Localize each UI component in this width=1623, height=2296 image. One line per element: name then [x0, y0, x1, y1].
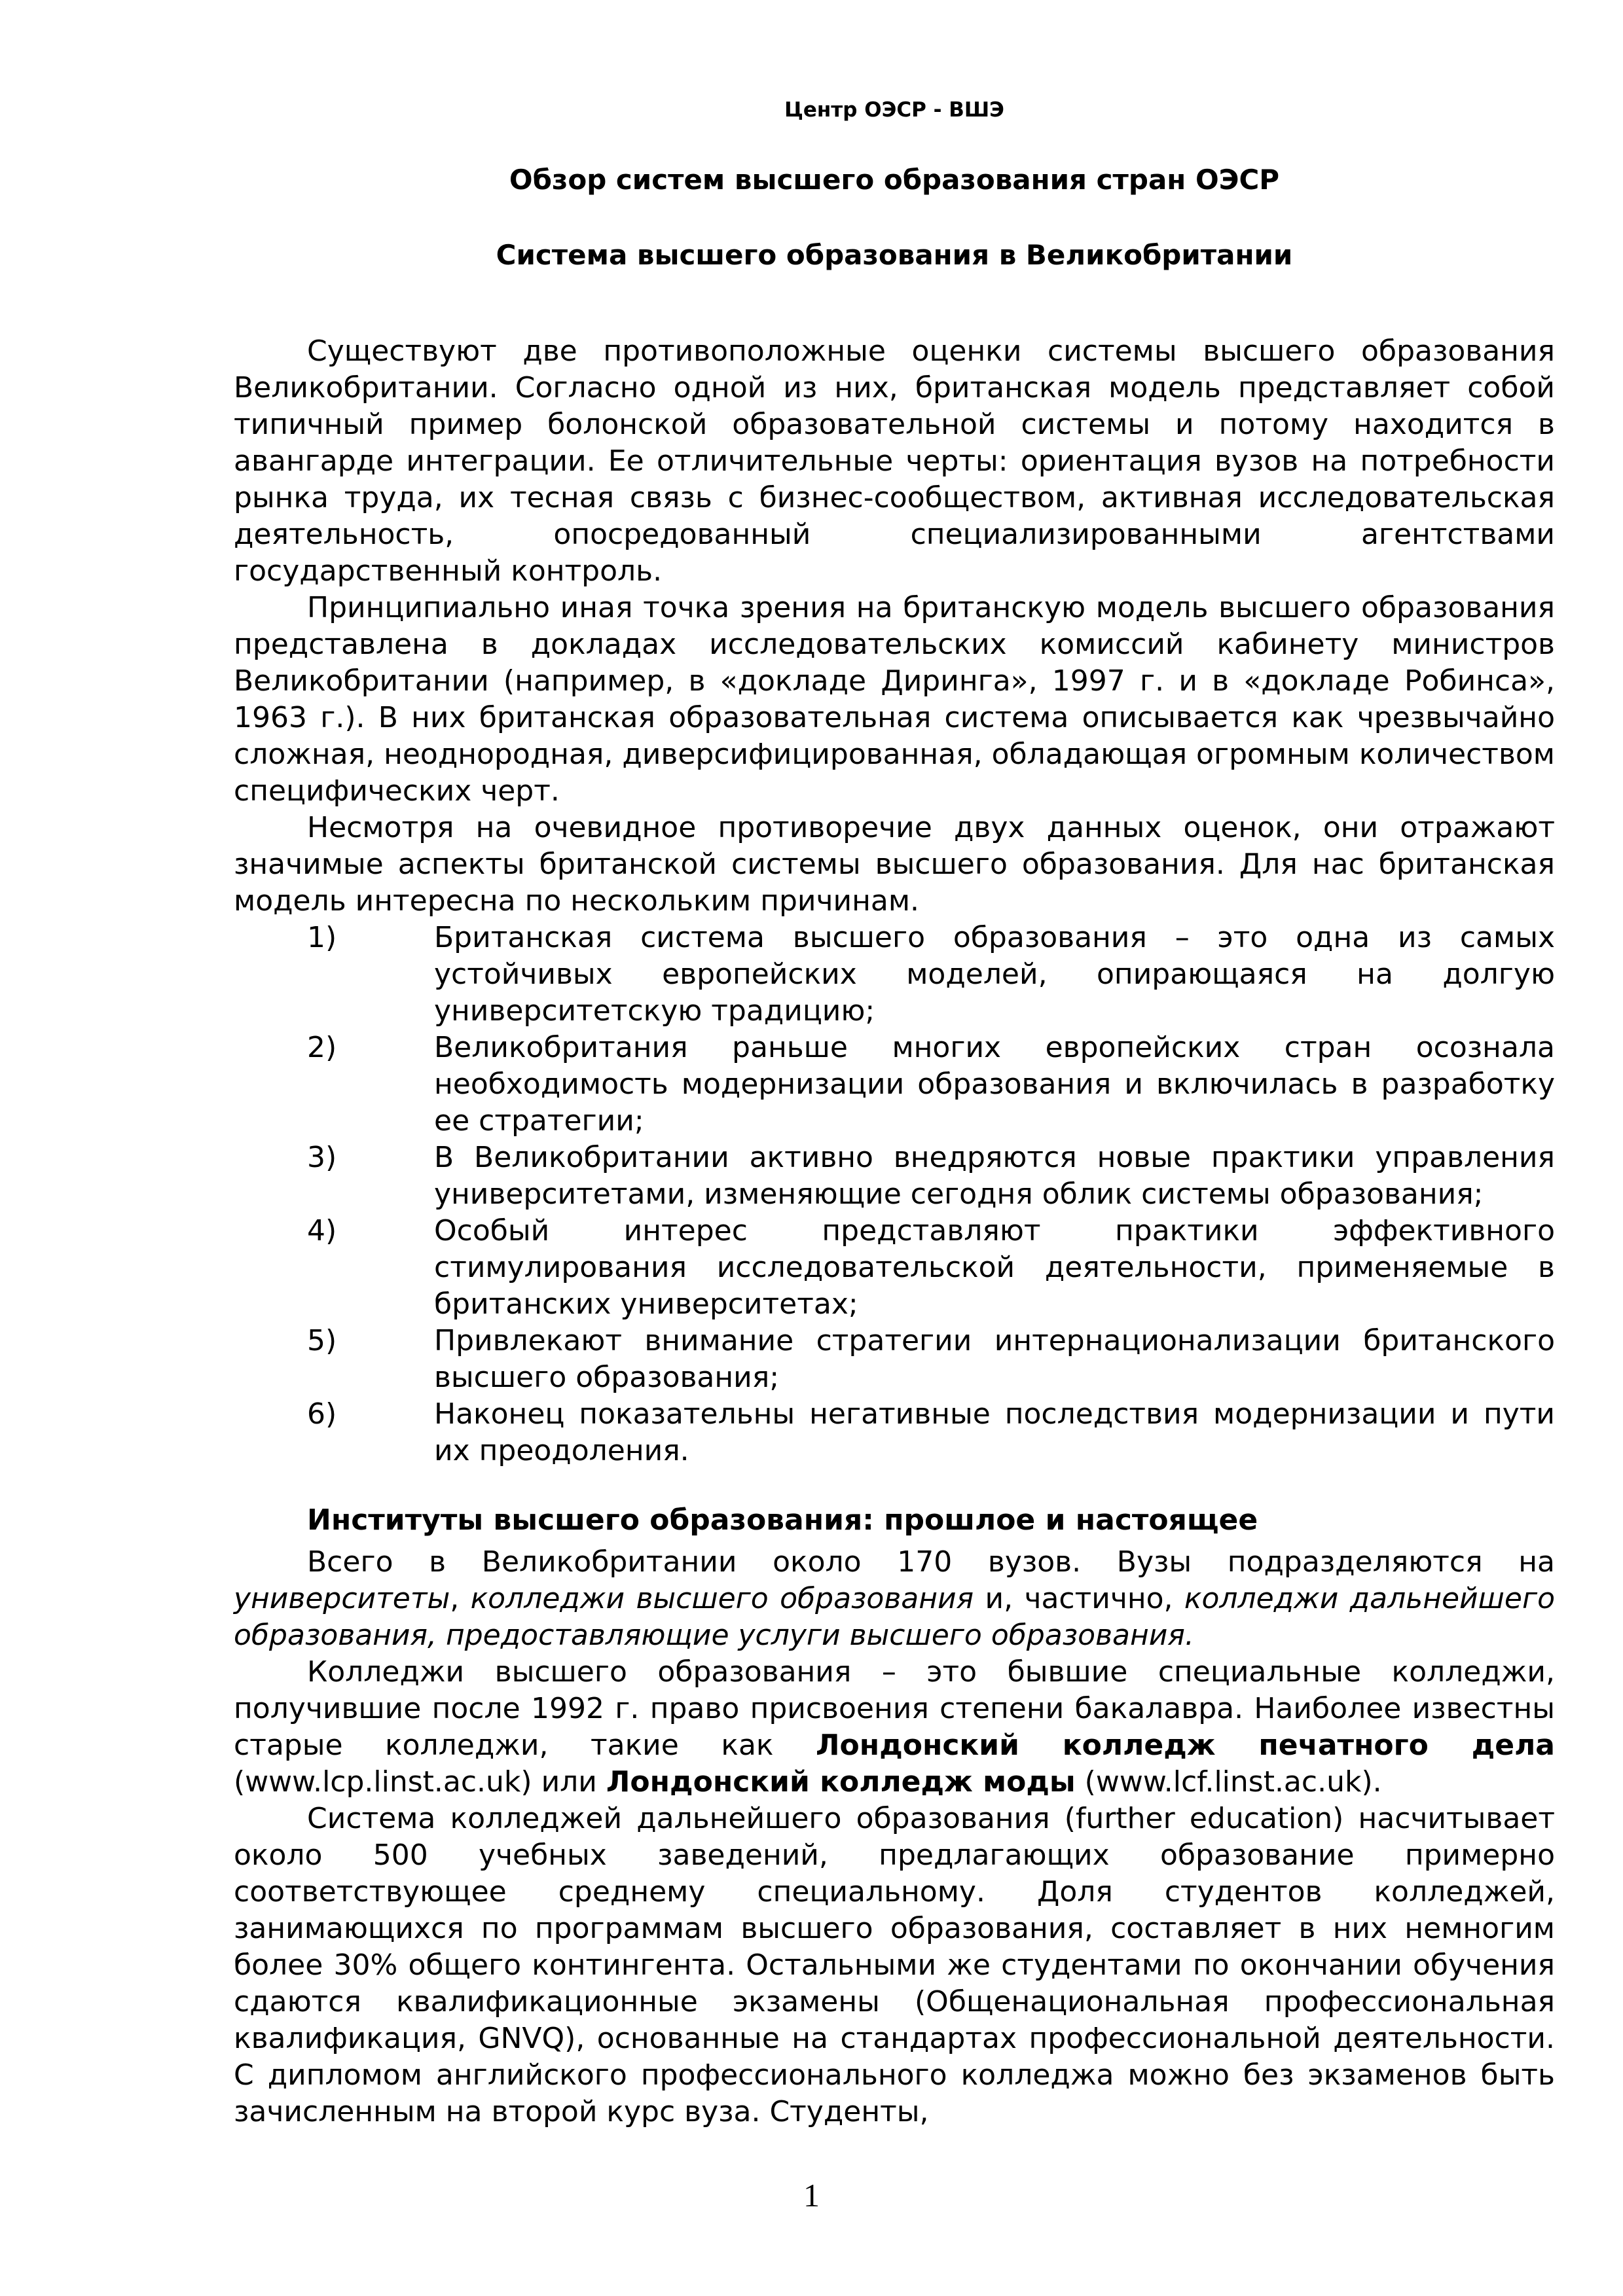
list-item [234, 1030, 1555, 1139]
list-item-text: Британская система высшего образования – это одна из самых устойчивых европейских моделей, опирающаяся на долгую университетскую традицию; [434, 921, 1555, 1028]
document-subtitle: Система высшего образования в Великобритании [496, 239, 1293, 271]
text-run: Всего в Великобритании около 170 вузов. Вузы подразделяются на [307, 1545, 1555, 1579]
intro-paragraph-1: Существуют две противоположные оценки системы высшего образования Великобритании. Согласно одной из них, британская модель представляет собой типичный пример болонской образовательной системы и потому находится в авангарде интеграции. Ее отличительные черты: ориентация вузов на потребности рынка труда, их тесная связь с бизнес-сообществом, активная исследовательская деятельность, опосредованный специализированными агентствами государственный контроль. [234, 334, 1555, 588]
list-item-text: В Великобритании активно внедряются новые практики управления университетами, изменяющие сегодня облик системы образования; [434, 1141, 1555, 1211]
section-heading: Институты высшего образования: прошлое и настоящее [307, 1503, 1258, 1537]
url-lcp: (www.lcp.linst.ac.uk) или [234, 1765, 606, 1799]
list-item-text: Привлекают внимание стратегии интернационализации британского высшего образования; [434, 1324, 1555, 1394]
list-item [234, 920, 1555, 1030]
section-paragraph-1 [234, 1544, 1555, 1654]
list-item-text: Особый интерес представляют практики эффективного стимулирования исследовательской деятельности, применяемые в британских университетах; [434, 1214, 1555, 1321]
list-item [234, 1139, 1555, 1213]
document-title: Обзор систем высшего образования стран ОЭСР [509, 164, 1280, 196]
list-item-number: 2) [307, 1031, 337, 1064]
intro-paragraph-2: Принципиально иная точка зрения на британскую модель высшего образования представлена в докладах исследовательских комиссий кабинету министров Великобритании (например, в «докладе Диринга», 1997 г. и в «докладе Робинса», 1963 г.). В них британская образовательная система описывается как чрезвычайно сложная, неоднородная, диверсифицированная, обладающая огромным количеством специфических черт. [234, 591, 1555, 808]
term-universities: университеты [234, 1582, 450, 1615]
list-item [234, 1323, 1555, 1396]
page-number: 1 [803, 2177, 820, 2214]
term-colleges-higher-education: колледжи высшего образования [470, 1582, 974, 1615]
list-item-number: 5) [307, 1324, 337, 1357]
section-paragraph-3: Система колледжей дальнейшего образования (further education) насчитывает около 500 учебных заведений, предлагающих образование примерно соответствующее среднему специальному. Доля студентов колледжей, занимающихся по программам высшего образования, составляет в них немногим более 30% общего контингента. Остальными же студентами по окончании обучения сдаются квалификационные экзамены (Общенациональная профессиональная квалификация, GNVQ), основанные на стандартах профессиональной деятельности. С дипломом английского профессионального колледжа можно без экзаменов быть зачисленным на второй курс вуза. Студенты, [234, 1802, 1555, 2128]
list-item-number: 1) [307, 921, 337, 954]
section-paragraph-2 [234, 1654, 1555, 1801]
list-item-number: 4) [307, 1214, 337, 1247]
intro-section [234, 333, 1555, 2130]
term-further-education-colleges: колледжи дальнейшего образования, предоставляющие услуги высшего образования. [234, 1582, 1555, 1652]
reasons-list [234, 920, 1555, 1469]
college-name-printing: Лондонский колледж печатного дела [816, 1729, 1555, 1762]
text-run: , [450, 1582, 471, 1615]
document-page [234, 98, 1555, 2130]
url-lcf: (www.lcf.linst.ac.uk). [1075, 1765, 1382, 1799]
list-item-number: 6) [307, 1397, 337, 1431]
list-item [234, 1213, 1555, 1323]
list-item-text: Наконец показательны негативные последствия модернизации и пути их преодоления. [434, 1397, 1555, 1467]
text-run: и, частично, [974, 1582, 1184, 1615]
list-item-text: Великобритания раньше многих европейских стран осознала необходимость модернизации образования и включилась в разработку ее стратегии; [434, 1031, 1555, 1138]
text-run: Колледжи высшего образования – это бывшие специальные колледжи, получившие после 1992 г. право присвоения степени бакалавра. Наиболее известны старые колледжи, такие как [234, 1655, 1555, 1762]
list-item-number: 3) [307, 1141, 337, 1174]
intro-paragraph-3: Несмотря на очевидное противоречие двух данных оценок, они отражают значимые аспекты британской системы высшего образования. Для нас британская модель интересна по нескольким причинам. [234, 811, 1555, 918]
running-header: Центр ОЭСР - ВШЭ [784, 98, 1004, 122]
list-item [234, 1396, 1555, 1469]
college-name-fashion: Лондонский колледж моды [606, 1765, 1076, 1799]
